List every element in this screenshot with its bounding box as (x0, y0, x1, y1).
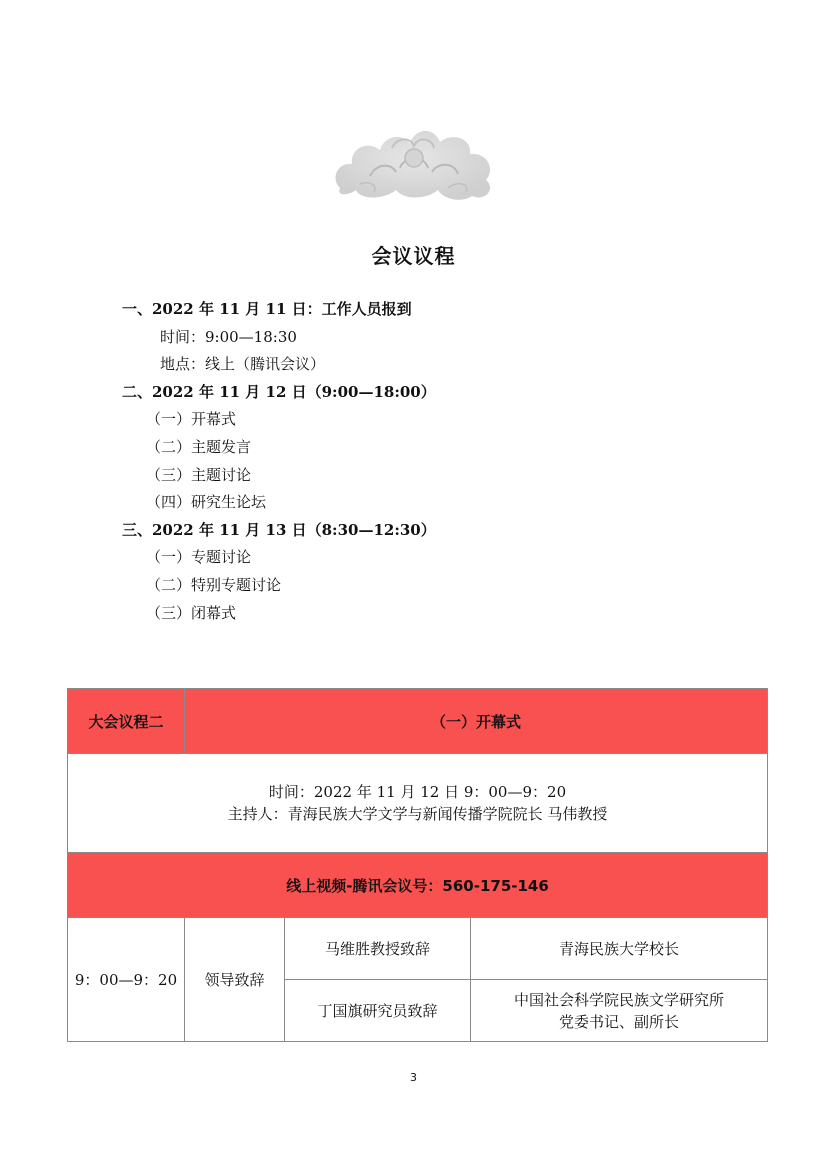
session-info-cell (68, 754, 768, 853)
agenda-item: （二）特别专题讨论 (146, 576, 282, 594)
agenda-section: 一、2022 年 11 月 11 日：工作人员报到 (122, 300, 412, 318)
page-number: 3 (410, 1071, 417, 1084)
segment-name: 领导致辞 (185, 918, 285, 1042)
speech-item: 丁国旗研究员致辞 (285, 980, 471, 1042)
agenda-item: （一）开幕式 (146, 410, 237, 429)
time-slot: 9：00—9：20 (68, 918, 185, 1042)
agenda-item: 时间：9:00—18:30 (160, 327, 297, 346)
speaker-role-line: 党委书记、副所长 (559, 1012, 680, 1031)
speaker-role (471, 918, 768, 980)
agenda-item: （一）专题讨论 (146, 548, 252, 567)
speaker-role-line: 青海民族大学校长 (559, 939, 680, 958)
agenda-item: （三）闭幕式 (146, 603, 237, 622)
table-header-left: 大会议程二 (68, 689, 185, 754)
session-time: 时间：2022 年 11 月 12 日 9：00—9：20 (268, 783, 567, 801)
speaker-role-line: 中国社会科学院民族文学研究所 (514, 990, 725, 1009)
session-host: 主持人：青海民族大学文学与新闻传播学院院长 马伟教授 (227, 805, 608, 823)
cloud-emblem-icon (330, 118, 498, 204)
online-meeting-banner: 线上视频-腾讯会议号：560-175-146 (68, 853, 768, 918)
speaker-role (471, 980, 768, 1042)
table-header-right: （一）开幕式 (185, 689, 768, 754)
page-title: 会议议程 (371, 244, 456, 268)
agenda-item: （四）研究生论坛 (146, 493, 267, 512)
opening-ceremony-table (67, 688, 768, 1042)
agenda-section: 三、2022 年 11 月 13 日（8:30—12:30） (122, 520, 436, 539)
agenda-section: 二、2022 年 11 月 12 日（9:00—18:00） (122, 382, 436, 401)
agenda-item: 地点：线上（腾讯会议） (160, 355, 326, 374)
agenda-item: （三）主题讨论 (146, 465, 252, 484)
speech-item: 马维胜教授致辞 (285, 918, 471, 980)
agenda-item: （二）主题发言 (146, 438, 252, 456)
